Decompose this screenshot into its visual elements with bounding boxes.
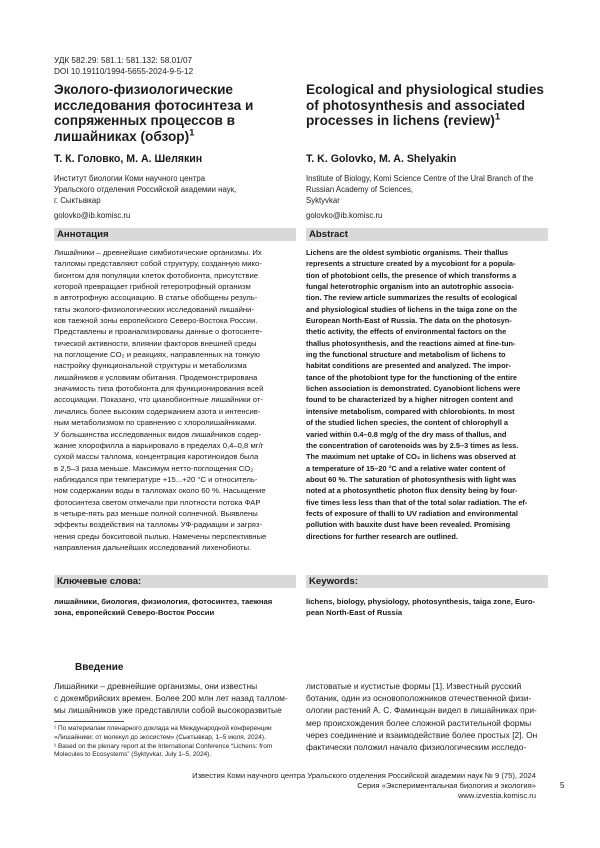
en-title: [306, 82, 551, 129]
en-abstract-line: the concentration of carotenoids was by 2.5–3 times as less.: [306, 440, 548, 451]
en-affiliation-line: Institute of Biology, Komi Science Centre of the Ural Branch of the: [306, 174, 556, 185]
en-abstract-line: about 60 %. The saturation of photosynthesis with light was: [306, 474, 548, 485]
en-abstract-line: five times less less than that of the total solar radiation. The ef-: [306, 497, 548, 508]
footer-url[interactable]: www.izvestia.komisc.ru: [192, 791, 536, 801]
en-abstract-line: found to be characterized by a higher nitrogen content and: [306, 394, 548, 405]
intro-line: через соединение и взаимодействие более простых [2]. Он: [306, 729, 548, 741]
en-abstract-line: Lichens are the oldest symbiotic organisms. Their thallus: [306, 247, 548, 258]
ru-abstract-line: в автотрофную ассоциацию. В статье обобщены резуль-: [54, 292, 296, 303]
en-abstract-heading: Abstract: [306, 228, 548, 241]
ru-keywords: [54, 596, 296, 619]
ru-abstract-heading: Аннотация: [54, 228, 296, 241]
en-abstract-line: lichen association is demonstrated. Cyanobiont lichens were: [306, 383, 548, 394]
udc-code: УДК 582.29: 581.1: 581.132: 58.01/07: [54, 55, 192, 66]
ru-abstract-line: бионтом для популяции клеток фотобионта, присутствие: [54, 270, 296, 281]
ru-abstract-line: настройку функциональной структуры и метаболизма: [54, 360, 296, 371]
en-abstract-line: varied within 0.4–0.8 mg/g of the dry mass of thallus, and: [306, 429, 548, 440]
ru-abstract-line: тической активности, влиянии факторов внешней среды: [54, 338, 296, 349]
ru-abstract-line: ном содержании воды в талломах около 60 %. Насыщение: [54, 485, 296, 496]
ru-abstract-line: которой превращает грибной гетеротрофный организм: [54, 281, 296, 292]
intro-line: с докембрийских времен. Более 200 млн лет назад таллом-: [54, 692, 296, 704]
en-title-footnote-mark[interactable]: 1: [495, 112, 500, 123]
ru-abstract-line: эффекты воздействия на талломы УФ-радиации и загряз-: [54, 519, 296, 530]
ru-abstract-line: нения среды бокситовой пылью. Намечены перспективные: [54, 531, 296, 542]
ru-abstract-line: жание хлорофилла a варьировало в пределах 0,4–0,8 мг/г: [54, 440, 296, 451]
ru-keywords-line: зона, европейский Северо-Восток России: [54, 607, 296, 618]
en-abstract-line: thallus photosynthesis, and the reactions aimed at fine-tun-: [306, 338, 548, 349]
en-abstract-line: directions for further research are outlined.: [306, 531, 548, 542]
ru-abstract-line: направления дальнейших исследований лихенобиоты.: [54, 542, 296, 553]
en-affiliation: [306, 174, 556, 206]
en-keywords-line: pean North-East of Russia: [306, 607, 548, 618]
intro-line: мы лишайников уже представляли собой высокоразвитые: [54, 704, 296, 716]
ru-affiliation-line: Институт биологии Коми научного центра: [54, 174, 294, 185]
ru-abstract-line: ков таежной зоны европейского Северо-Востока России.: [54, 315, 296, 326]
en-abstract-line: of the studied lichen species, the content of chlorophyll a: [306, 417, 548, 428]
ru-abstract-line: талломы представляют собой структуру, созданную мико-: [54, 258, 296, 269]
ru-abstract-line: Лишайники – древнейшие симбиотические организмы. Их: [54, 247, 296, 258]
en-title-text: Ecological and physiological studies of photosynthesis and associated processes in lichens (review): [306, 82, 544, 128]
footer-series: Серия «Экспериментальная биология и экология»: [192, 781, 536, 791]
ru-abstract-line: сухой массы таллома, концентрация каротиноидов была: [54, 451, 296, 462]
en-abstract-line: tance of the photobiont type for the functioning of the entire: [306, 372, 548, 383]
en-abstract-body: [306, 247, 548, 542]
intro-heading: Введение: [75, 662, 123, 673]
en-keywords: [306, 596, 548, 619]
en-abstract-line: tion. The review article summarizes the results of ecological: [306, 292, 548, 303]
en-abstract-line: noted at a photosynthetic photon flux density being by four-: [306, 485, 548, 496]
ru-title-footnote-mark[interactable]: 1: [189, 127, 194, 138]
en-abstract-line: intensive metabolism, compared with chlorobionts. In most: [306, 406, 548, 417]
ru-abstract-line: ассоциации. Показано, что цианобионтные лишайники от-: [54, 394, 296, 405]
en-affiliation-line: Russian Academy of Sciences,: [306, 185, 556, 196]
en-abstract-line: thetic activity, the effects of environmental factors on the: [306, 326, 548, 337]
en-abstract-line: European North-East of Russia. The data on the photosyn-: [306, 315, 548, 326]
ru-abstract-line: на поглощение CO₂ и реакциях, направленных на тонкую: [54, 349, 296, 360]
ru-abstract-line: личались более высоким содержанием азота и интенсив-: [54, 406, 296, 417]
en-abstract-line: fungal heterotrophic organism into an autotrophic associa-: [306, 281, 548, 292]
ru-title: [54, 82, 264, 144]
ru-email[interactable]: golovko@ib.komisc.ru: [54, 211, 130, 220]
ru-affiliation-line: г. Сыктывкар: [54, 196, 294, 207]
ru-title-text: Эколого-физиологические исследования фотосинтеза и сопряженных процессов в лишайниках (обзор): [54, 82, 253, 144]
en-abstract-line: fects of exposure of thalli to UV radiation and environmental: [306, 508, 548, 519]
en-abstract-line: The maximum net uptake of CO₂ in lichens was observed at: [306, 451, 548, 462]
intro-line: Лишайники – древнейшие организмы, они известны: [54, 680, 296, 692]
en-abstract-line: a temperature of 15–20 °C and a relative water content of: [306, 463, 548, 474]
en-affiliation-line: Syktyvkar: [306, 196, 556, 207]
footnote-line: ¹ По материалам пленарного доклада на Международной конференции: [54, 725, 304, 734]
footnote-divider: [54, 721, 124, 722]
footnote-line: «Лишайники: от молекул до экосистем» (Сыктывкар, 1–5 июля, 2024).: [54, 734, 304, 743]
intro-line: листоватые и кустистые формы [1]. Известный русский: [306, 680, 548, 692]
intro-line: ологии растений А. С. Фаминцын видел в лишайниках при-: [306, 704, 548, 716]
footnote-line: ¹ Based on the plenary report at the International Conference “Lichens: from: [54, 743, 304, 752]
footnotes: [54, 725, 304, 760]
footnote-line: Molecules to Ecosystems” (Syktyvkar, July 1–5, 2024).: [54, 751, 304, 760]
doi: DOI 10.19110/1994-5655-2024-9-5-12: [54, 66, 193, 77]
en-keywords-line: lichens, biology, physiology, photosynthesis, taiga zone, Euro-: [306, 596, 548, 607]
en-abstract-line: represents a structure created by a mycobiont for a popula-: [306, 258, 548, 269]
en-abstract-line: pollution with bauxite dust have been revealed. Promising: [306, 519, 548, 530]
ru-authors: Т. К. Головко, М. А. Шелякин: [54, 153, 202, 165]
intro-line: фактически положил начало физиологическим исследо-: [306, 741, 548, 753]
footer-journal: Известия Коми научного центра Уральского отделения Российской академии наук № 9 (75), 2024: [192, 771, 536, 781]
en-abstract-line: habitat conditions are presented and analyzed. The impor-: [306, 360, 548, 371]
ru-abstract-line: лишайников к условиям обитания. Продемонстрирована: [54, 372, 296, 383]
ru-affiliation: [54, 174, 294, 206]
en-email[interactable]: golovko@ib.komisc.ru: [306, 211, 382, 220]
ru-abstract-line: ным метаболизмом по сравнению с хлоролишайниками.: [54, 417, 296, 428]
page-footer: [192, 771, 536, 802]
ru-abstract-line: таты эколого-физиологических исследований лишайни-: [54, 304, 296, 315]
ru-abstract-line: фотосинтеза светом отмечали при плотности потока ФАР: [54, 497, 296, 508]
ru-abstract-body: [54, 247, 296, 553]
ru-abstract-line: Представлены и проанализированы данные о фотосинте-: [54, 326, 296, 337]
intro-right-column: [306, 680, 548, 753]
intro-line: мер происхождения более сложной растительной формы: [306, 717, 548, 729]
en-abstract-line: ing the functional structure and metabolism of lichens to: [306, 349, 548, 360]
ru-abstract-line: наблюдался при температуре +15...+20 °C и относитель-: [54, 474, 296, 485]
ru-affiliation-line: Уральского отделения Российской академии наук,: [54, 185, 294, 196]
en-authors: T. K. Golovko, M. A. Shelyakin: [306, 153, 456, 165]
intro-line: ботаник, один из основоположников отечественной физи-: [306, 692, 548, 704]
ru-abstract-line: У большинства исследованных видов лишайников содер-: [54, 429, 296, 440]
ru-keywords-heading: Ключевые слова:: [54, 575, 296, 588]
ru-abstract-line: значимость типа фотобионта для функционирования всей: [54, 383, 296, 394]
page-number: 5: [560, 781, 564, 790]
en-abstract-line: tion of photobiont cells, the presence of which transforms a: [306, 270, 548, 281]
ru-abstract-line: в 2,5–3 раза меньше. Максимум нетто-поглощения CO₂: [54, 463, 296, 474]
ru-keywords-line: лишайники, биология, физиология, фотосинтез, таежная: [54, 596, 296, 607]
ru-abstract-line: в четыре-пять раз меньше полной солнечной. Выявлены: [54, 508, 296, 519]
intro-left-column: [54, 680, 296, 717]
en-abstract-line: and physiological studies of lichens in the taiga zone on the: [306, 304, 548, 315]
en-keywords-heading: Keywords:: [306, 575, 548, 588]
